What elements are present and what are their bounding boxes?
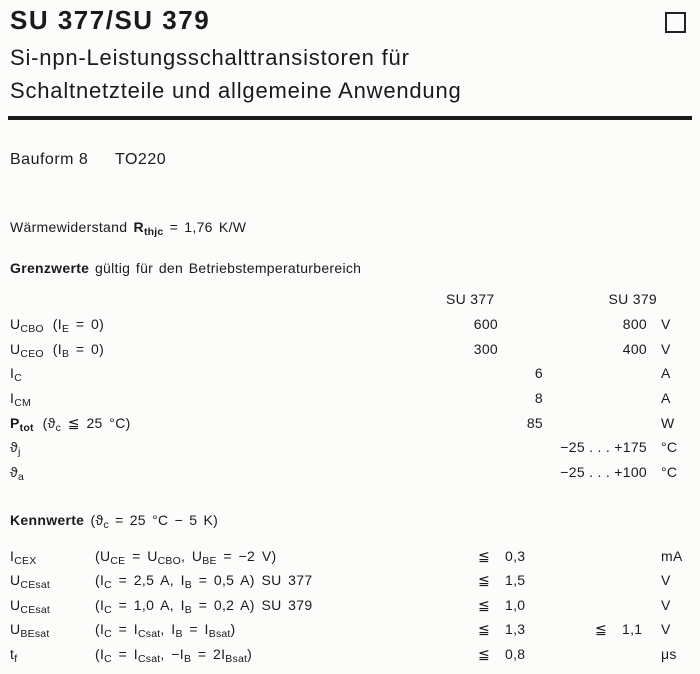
limit-sign: ≦ (478, 572, 491, 589)
parameter-symbol: $U_{CBO}$ (10, 316, 44, 336)
table-row (10, 361, 690, 386)
parameter-condition: ($I_C = I_{Csat}$, $-I_B = 2I_{Bsat}$) (95, 645, 253, 665)
value-su377 (440, 435, 498, 460)
value-su379: 800 (622, 316, 647, 332)
value-su379 (543, 386, 647, 411)
page-subtitle (10, 41, 462, 107)
limit-value: 1,0 (505, 596, 526, 613)
limit-sign-2 (595, 544, 622, 568)
parameter-condition: ($I_C = 1,0$ A, $I_B = 0,2$ A) SU 379 (95, 596, 313, 616)
parameter-condition: $(I_E = 0)$ (52, 316, 105, 336)
unit: V (661, 621, 671, 638)
unit: A (661, 390, 671, 407)
parameter-condition: ($I_C = I_{Csat}$, $I_B = I_{Bsat}$) (95, 621, 236, 641)
limit-sign-2: ≦ (595, 621, 608, 638)
value-shared: 6 (534, 365, 543, 382)
limit-sign: ≦ (478, 596, 491, 613)
package-type: TO220 (115, 151, 167, 168)
parameter-symbol: $ϑ_j$ (10, 439, 21, 459)
unit: V (661, 340, 671, 357)
table-row (10, 411, 690, 436)
parameter-symbol: $U_{CEO}$ (10, 340, 44, 360)
value-range: −25 . . . +100 (560, 464, 647, 481)
value-shared: 85 (526, 414, 543, 431)
characteristics-section-heading (10, 512, 218, 531)
value-su379: 400 (622, 340, 647, 357)
value-su379 (543, 361, 647, 386)
parameter-symbol: $I_{CM}$ (10, 390, 31, 410)
limit-value: 0,3 (505, 548, 526, 564)
unit: °C (661, 464, 678, 481)
parameter-symbol: $U_{BEsat}$ (10, 621, 50, 641)
limit-sign: ≦ (478, 645, 491, 662)
thermal-value: = 1,76 K/W (169, 219, 247, 235)
unit: V (661, 316, 671, 332)
limits-section-heading (10, 260, 361, 276)
limit-sign: ≦ (478, 548, 491, 564)
table-row (10, 460, 690, 485)
value-su377: 300 (473, 340, 498, 357)
table-row (10, 312, 690, 337)
limits-heading-word: Grenzwerte (10, 260, 90, 276)
limit-value-2 (622, 568, 647, 592)
value-shared (498, 435, 543, 460)
parameter-symbol: $I_C$ (10, 365, 22, 385)
table-row (10, 568, 690, 592)
value-su379 (543, 411, 647, 436)
parameter-symbol: $U_{CEsat}$ (10, 596, 51, 616)
limit-sign-2 (595, 568, 622, 592)
package-line (10, 151, 167, 169)
parameter-symbol: $P_{tot}$ (10, 414, 34, 434)
parameter-condition: ($U_{CE} = U_{CBO}$, $U_{BE} = -2$ V) (95, 548, 277, 568)
table-row (10, 617, 690, 641)
parameter-condition: $(I_B = 0)$ (52, 340, 105, 360)
table-row (10, 544, 690, 568)
thermal-resistance-line (10, 219, 246, 238)
limits-heading-rest: gültig für den Betriebstemperaturbereich (94, 260, 362, 276)
limits-table-header (10, 287, 690, 312)
characteristics-table (0, 544, 700, 666)
value-range: −25 . . . +175 (560, 439, 647, 456)
parameter-symbol: $I_{CEX}$ (10, 548, 37, 568)
parameter-condition: ($ϑ_c$ ≦ 25 °C) (42, 414, 131, 434)
limit-sign: ≦ (478, 621, 491, 638)
value-su377 (440, 411, 498, 436)
value-su377: 600 (473, 316, 498, 332)
table-row (10, 337, 690, 362)
thermal-label: Wärmewiderstand (10, 219, 128, 235)
characteristics-heading-word: Kennwerte (10, 512, 85, 528)
parameter-symbol: $t_f$ (10, 645, 18, 665)
subtitle-line-1: Si-npn-Leistungsschalttransistoren für (10, 45, 410, 70)
limits-table (0, 287, 700, 485)
limit-value: 1,5 (505, 572, 526, 589)
column-header-su377: SU 377 (446, 291, 495, 307)
value-su377 (440, 386, 498, 411)
table-row (10, 593, 690, 617)
limit-value-2 (622, 642, 647, 666)
horizontal-rule (8, 116, 692, 120)
thermal-symbol: $R_{thjc}$ (133, 219, 164, 239)
parameter-symbol: $U_{CEsat}$ (10, 572, 51, 592)
value-shared (498, 460, 543, 485)
unit: μs (661, 645, 677, 662)
value-shared: 8 (534, 390, 543, 407)
value-shared (498, 312, 543, 337)
column-header-su379: SU 379 (608, 291, 657, 307)
table-row (10, 642, 690, 666)
limit-value-2 (622, 544, 647, 568)
subtitle-line-2: Schaltnetzteile und allgemeine Anwendung (10, 78, 462, 103)
corner-square-icon (665, 12, 686, 33)
value-su377 (440, 460, 498, 485)
table-row (10, 435, 690, 460)
limit-value-2: 1,1 (622, 621, 643, 638)
unit: A (661, 365, 671, 382)
unit: V (661, 572, 671, 589)
limit-value-2 (622, 593, 647, 617)
parameter-condition: ($I_C = 2,5$ A, $I_B = 0,5$ A) SU 377 (95, 572, 313, 592)
package-label: Bauform 8 (10, 151, 89, 168)
value-shared (498, 337, 543, 362)
characteristics-heading-rest: ($ϑ_c = 25$ °C − 5 K) (90, 512, 219, 532)
limit-sign-2 (595, 593, 622, 617)
value-su377 (440, 361, 498, 386)
parameter-symbol: $ϑ_a$ (10, 464, 25, 484)
unit: V (661, 596, 671, 613)
limit-value: 1,3 (505, 621, 526, 638)
page-title: SU 377/SU 379 (10, 5, 211, 35)
unit: °C (661, 439, 678, 456)
unit: mA (661, 548, 683, 564)
limit-sign-2 (595, 642, 622, 666)
unit: W (661, 414, 675, 431)
table-row (10, 386, 690, 411)
limit-value: 0,8 (505, 645, 526, 662)
